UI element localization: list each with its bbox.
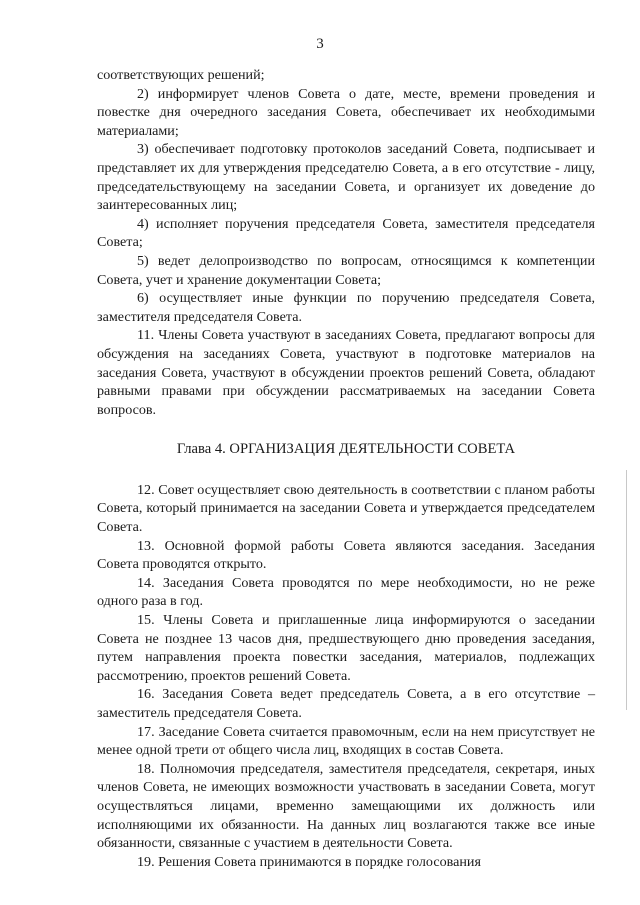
paragraph: 15. Члены Совета и приглашенные лица информируются о заседании Совета не позднее 13 часов дня, предшествующего дню проведения заседания, путем направления проекта повестки заседания, материалов, подлежащих рассмотрению, проектов решений Совета. <box>97 612 595 684</box>
paragraph: 17. Заседание Совета считается правомочным, если на нем присутствует не менее одной трети от общего числа лиц, входящих в состав Совета. <box>97 723 595 759</box>
paragraph: 5) ведет делопроизводство по вопросам, относящимся к компетенции Совета, учет и хранение документации Совета; <box>97 252 595 288</box>
paragraph: 12. Совет осуществляет свою деятельность в соответствии с планом работы Совета, который принимается на заседании Совета и утверждается председателем Совета. <box>97 481 595 536</box>
paragraph: 19. Решения Совета принимаются в порядке голосования <box>137 853 481 870</box>
chapter-heading: Глава 4. ОРГАНИЗАЦИЯ ДЕЯТЕЛЬНОСТИ СОВЕТА <box>176 441 516 458</box>
scan-edge-mark <box>626 470 627 710</box>
paragraph: 18. Полномочия председателя, заместителя председателя, секретаря, иных членов Совета, не имеющих возможности участвовать в заседании Совета, могут осуществляться лицами, временно замещающими их должность или исполняющими их обязанности. На данных лиц возлагаются также все иные обязанности, связанные с участием в деятельности Совета. <box>97 760 595 852</box>
paragraph: соответствующих решений; <box>97 67 265 83</box>
paragraph: 14. Заседания Совета проводятся по мере необходимости, но не реже одного раза в год. <box>97 574 595 610</box>
paragraph: 16. Заседания Совета ведет председатель Совета, а в его отсутствие – заместитель председателя Совета. <box>97 686 595 721</box>
paragraph: 13. Основной формой работы Совета являются заседания. Заседания Совета проводятся открыто. <box>97 537 595 573</box>
document-body <box>97 66 595 871</box>
paragraph: 2) информирует членов Совета о дате, месте, времени проведения и повестке дня очередного заседания Совета, обеспечивает их необходимыми материалами; <box>97 85 595 139</box>
paragraph: 4) исполняет поручения председателя Совета, заместителя председателя Совета; <box>97 215 595 251</box>
paragraph: 3) обеспечивает подготовку протоколов заседаний Совета, подписывает и представляет их для утверждения председателю Совета, а в его отсутствие - лицу, председательствующему на заседании Совета, и организует их доведение до заинтересованных лиц; <box>97 141 595 214</box>
paragraph: 11. Члены Совета участвуют в заседаниях Совета, предлагают вопросы для обсуждения на заседаниях Совета, участвуют в подготовке материалов на заседания Совета, участвуют в обсуждении проектов решений Совета, обладают равными правами при обсуждении рассматриваемых на заседании Совета вопросов. <box>97 327 595 418</box>
paragraph: 6) осуществляет иные функции по поручению председателя Совета, заместителя председателя Совета. <box>97 290 595 325</box>
page-number: 3 <box>316 36 324 52</box>
